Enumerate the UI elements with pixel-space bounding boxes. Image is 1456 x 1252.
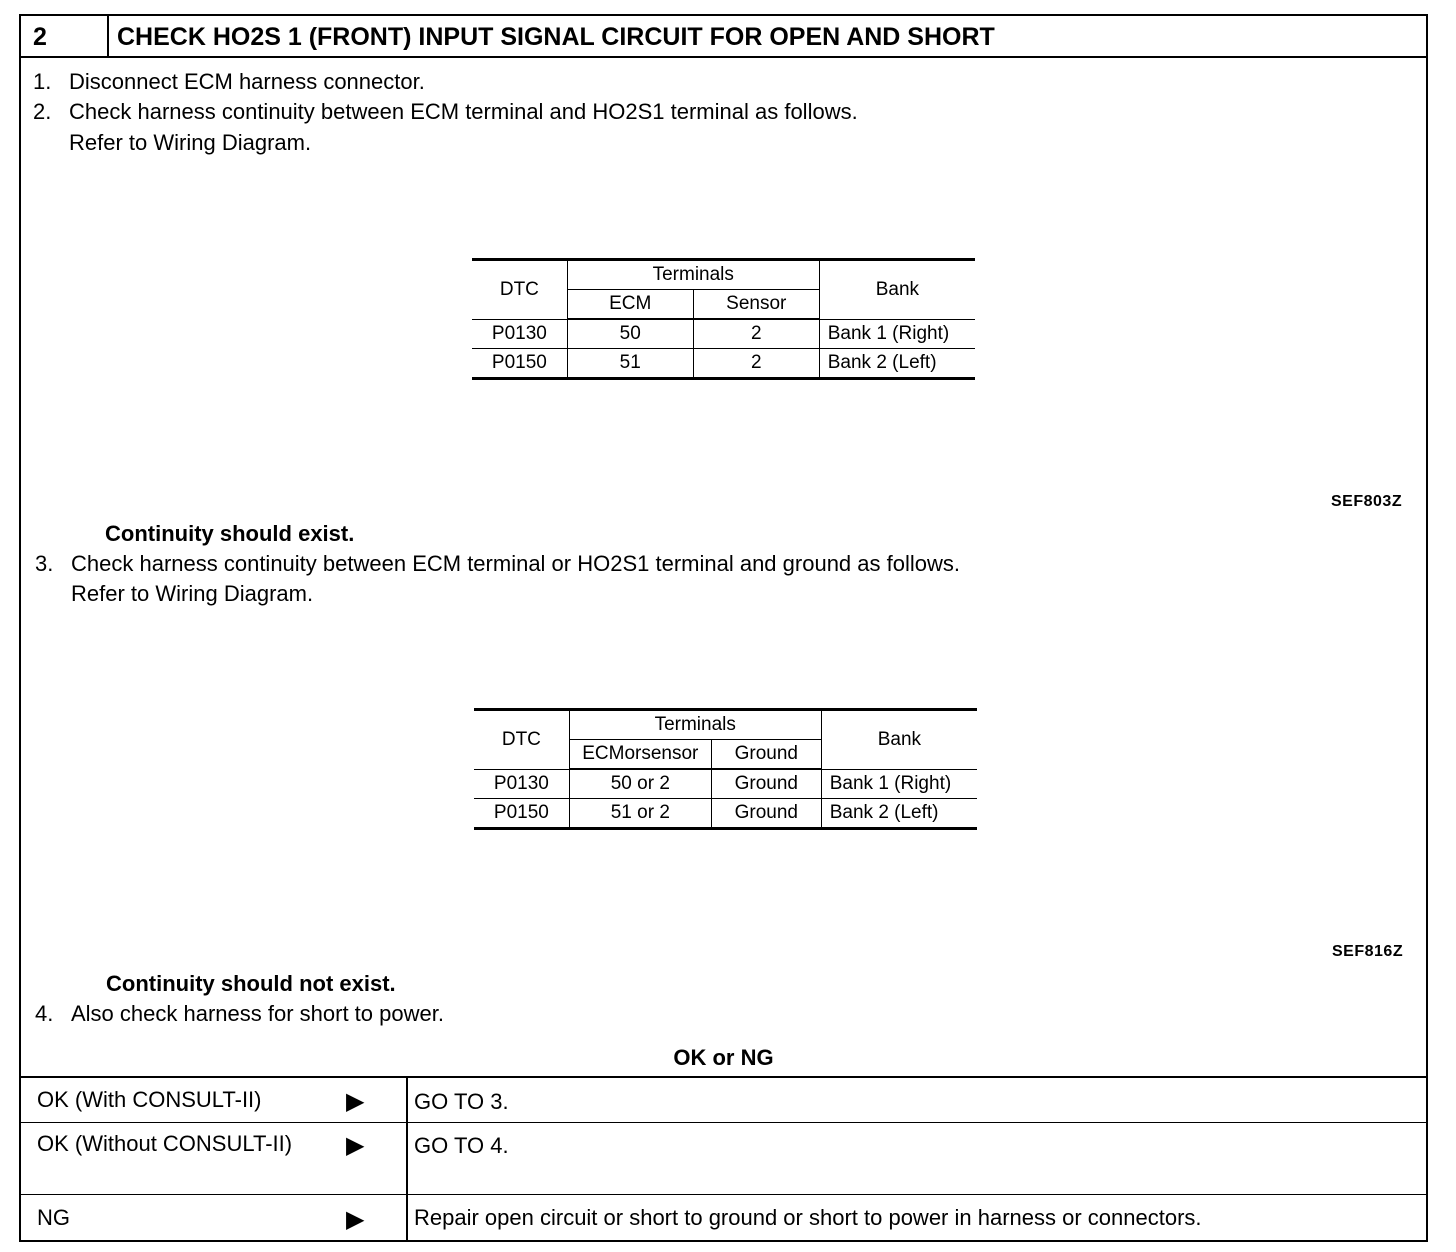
- table-2-header-ecm-or-sensor: ECMorsensor: [569, 740, 711, 770]
- table-2-row-1-terminal: 50 or 2: [569, 769, 711, 799]
- arrow-right-icon: ▶: [346, 1206, 365, 1233]
- table-1-row-2-bank: Bank 2 (Left): [819, 349, 975, 379]
- ok-or-ng-label: OK or NG: [673, 1045, 774, 1070]
- table-1-header-terminals: Terminals: [567, 260, 819, 290]
- step-2-number: 2.: [33, 99, 52, 124]
- results-divider: [406, 1076, 408, 1242]
- table-2-row-2-bank: Bank 2 (Left): [821, 799, 977, 829]
- table-1-row-1-sensor: 2: [693, 319, 819, 349]
- step-2-subtext: Refer to Wiring Diagram.: [69, 130, 312, 155]
- step-2-result: Continuity should exist.: [105, 521, 355, 546]
- table-1-row-2-sensor: 2: [693, 349, 819, 379]
- result-condition: OK (Without CONSULT-II): [37, 1131, 293, 1156]
- step-header: [21, 16, 1426, 58]
- result-action: GO TO 3.: [414, 1089, 509, 1114]
- table-1-row-1-bank: Bank 1 (Right): [819, 319, 975, 349]
- step-number: 2: [33, 23, 47, 51]
- table-2-row-1-ground: Ground: [711, 769, 821, 799]
- table-1-header-bank: Bank: [819, 260, 975, 320]
- table-2-row-1-dtc: P0130: [474, 769, 569, 799]
- step-3-number: 3.: [35, 551, 54, 576]
- step-3-subtext: Refer to Wiring Diagram.: [71, 581, 314, 606]
- table-2-header-ground: Ground: [711, 740, 821, 770]
- continuity-table-1: [472, 258, 975, 380]
- table-2-row-2-dtc: P0150: [474, 799, 569, 829]
- table-1-header-dtc: DTC: [472, 260, 567, 320]
- table-row: [472, 349, 975, 379]
- table-1-row-2-dtc: P0150: [472, 349, 567, 379]
- procedure-frame: [19, 14, 1428, 1242]
- result-action: GO TO 4.: [414, 1133, 509, 1158]
- step-1-text: Disconnect ECM harness connector.: [69, 69, 425, 94]
- step-3-text: Check harness continuity between ECM terminal or HO2S1 terminal and ground as follows.: [71, 551, 960, 576]
- figure-code-1: SEF803Z: [1331, 493, 1403, 510]
- table-2-row-2-terminal: 51 or 2: [569, 799, 711, 829]
- step-title: CHECK HO2S 1 (FRONT) INPUT SIGNAL CIRCUIT FOR OPEN AND SHORT: [117, 23, 995, 51]
- result-condition: NG: [37, 1205, 70, 1230]
- arrow-right-icon: ▶: [346, 1132, 365, 1159]
- results-row-rule: [21, 1194, 1426, 1195]
- continuity-table-2: [474, 708, 977, 830]
- table-1-row-2-ecm: 51: [567, 349, 693, 379]
- table-2-header-terminals: Terminals: [569, 710, 821, 740]
- table-1-header-ecm: ECM: [567, 290, 693, 320]
- arrow-right-icon: ▶: [346, 1088, 365, 1115]
- header-divider: [107, 16, 109, 56]
- table-2-header-bank: Bank: [821, 710, 977, 770]
- table-row: [474, 769, 977, 799]
- step-4-number: 4.: [35, 1001, 54, 1026]
- table-row: [474, 799, 977, 829]
- step-3-result: Continuity should not exist.: [106, 971, 396, 996]
- results-row-rule: [21, 1122, 1426, 1123]
- table-2-row-2-ground: Ground: [711, 799, 821, 829]
- result-action: Repair open circuit or short to ground or short to power in harness or connectors.: [414, 1205, 1202, 1230]
- table-1-header-sensor: Sensor: [693, 290, 819, 320]
- results-top-rule: [21, 1076, 1426, 1078]
- table-1-row-1-ecm: 50: [567, 319, 693, 349]
- figure-code-2: SEF816Z: [1332, 943, 1404, 960]
- step-1-number: 1.: [33, 69, 52, 94]
- step-4-text: Also check harness for short to power.: [71, 1001, 444, 1026]
- table-1-row-1-dtc: P0130: [472, 319, 567, 349]
- result-condition: OK (With CONSULT-II): [37, 1087, 262, 1112]
- table-2-row-1-bank: Bank 1 (Right): [821, 769, 977, 799]
- table-row: [472, 319, 975, 349]
- table-2-header-dtc: DTC: [474, 710, 569, 770]
- step-2-text: Check harness continuity between ECM terminal and HO2S1 terminal as follows.: [69, 99, 858, 124]
